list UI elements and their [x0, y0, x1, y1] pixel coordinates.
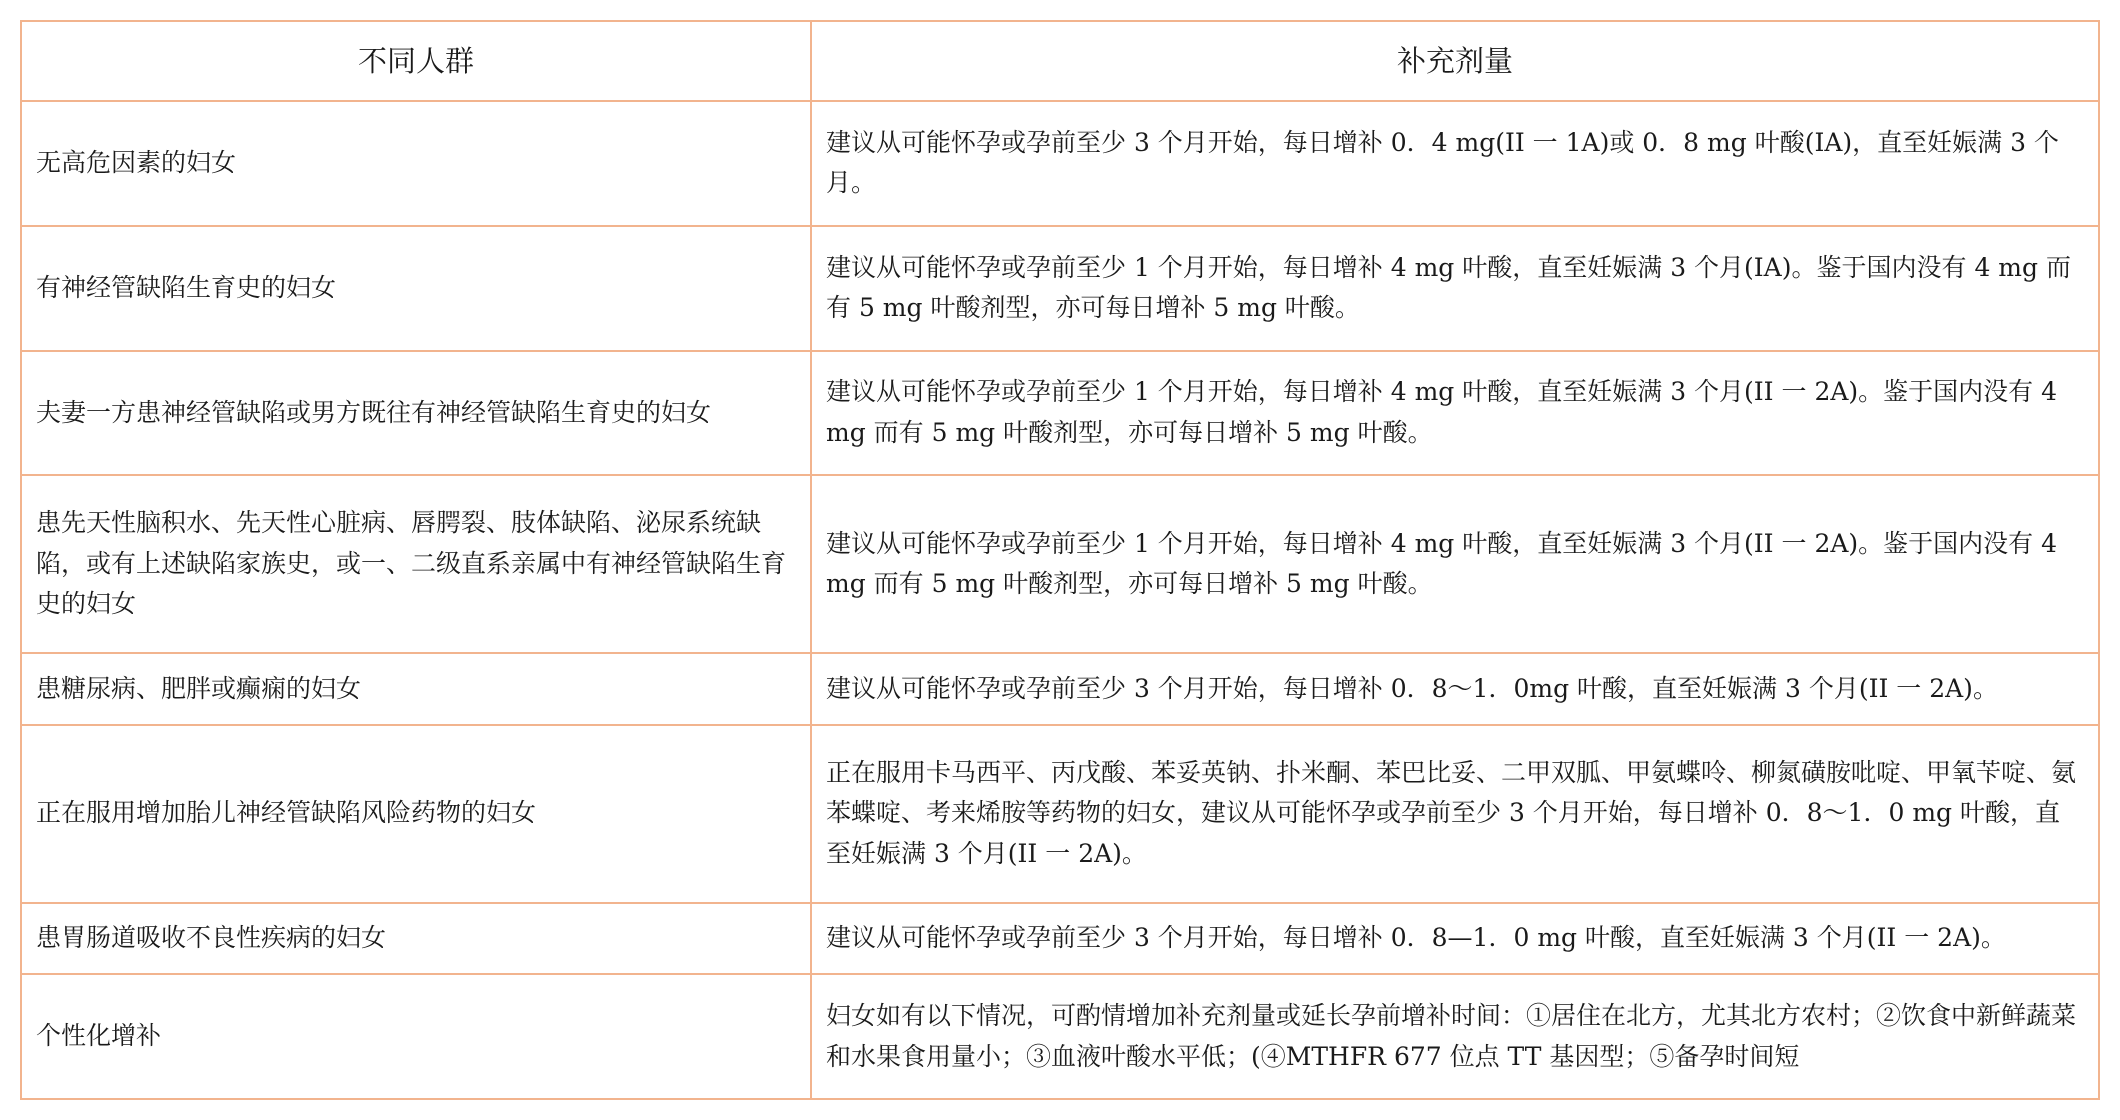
dosage-cell: 建议从可能怀孕或孕前至少 3 个月开始，每日增补 0．8—1．0 mg 叶酸，直至妊娠满 3 个月(II 一 2A)。 — [811, 903, 2099, 975]
population-cell: 患胃肠道吸收不良性疾病的妇女 — [21, 903, 811, 975]
dosage-cell: 建议从可能怀孕或孕前至少 1 个月开始，每日增补 4 mg 叶酸，直至妊娠满 3 个月(II 一 2A)。鉴于国内没有 4 mg 而有 5 mg 叶酸剂型，亦可每日增补 5 mg 叶酸。 — [811, 475, 2099, 653]
dosage-cell: 妇女如有以下情况，可酌情增加补充剂量或延长孕前增补时间：①居住在北方，尤其北方农村；②饮食中新鲜蔬菜和水果食用量小；③血液叶酸水平低；(④MTHFR 677 位点 TT 基因型；⑤备孕时间短 — [811, 974, 2099, 1099]
dosage-cell: 正在服用卡马西平、丙戊酸、苯妥英钠、扑米酮、苯巴比妥、二甲双胍、甲氨蝶呤、柳氮磺胺吡啶、甲氧苄啶、氨苯蝶啶、考来烯胺等药物的妇女，建议从可能怀孕或孕前至少 3 个月开始，每日增补 0．8～1．0 mg 叶酸，直至妊娠满 3 个月(II 一 2A)。 — [811, 725, 2099, 903]
table-row — [21, 475, 2099, 653]
dosage-cell: 建议从可能怀孕或孕前至少 3 个月开始，每日增补 0．4 mg(II 一 1A)或 0．8 mg 叶酸(IA)，直至妊娠满 3 个月。 — [811, 101, 2099, 226]
folic-acid-table-container — [20, 20, 2100, 1100]
dosage-cell: 建议从可能怀孕或孕前至少 1 个月开始，每日增补 4 mg 叶酸，直至妊娠满 3 个月(II 一 2A)。鉴于国内没有 4 mg 而有 5 mg 叶酸剂型，亦可每日增补 5 mg 叶酸。 — [811, 351, 2099, 476]
population-cell: 夫妻一方患神经管缺陷或男方既往有神经管缺陷生育史的妇女 — [21, 351, 811, 476]
folic-acid-dosage-table — [20, 20, 2100, 1100]
dosage-cell: 建议从可能怀孕或孕前至少 3 个月开始，每日增补 0．8～1．0mg 叶酸，直至妊娠满 3 个月(II 一 2A)。 — [811, 653, 2099, 725]
table-row — [21, 903, 2099, 975]
table-row — [21, 653, 2099, 725]
dosage-cell: 建议从可能怀孕或孕前至少 1 个月开始，每日增补 4 mg 叶酸，直至妊娠满 3 个月(IA)。鉴于国内没有 4 mg 而有 5 mg 叶酸剂型，亦可每日增补 5 mg 叶酸。 — [811, 226, 2099, 351]
population-cell: 无高危因素的妇女 — [21, 101, 811, 226]
population-cell: 个性化增补 — [21, 974, 811, 1099]
population-cell: 患先天性脑积水、先天性心脏病、唇腭裂、肢体缺陷、泌尿系统缺陷，或有上述缺陷家族史，或一、二级直系亲属中有神经管缺陷生育史的妇女 — [21, 475, 811, 653]
table-header-row — [21, 21, 2099, 101]
header-dosage: 补充剂量 — [811, 21, 2099, 101]
population-cell: 有神经管缺陷生育史的妇女 — [21, 226, 811, 351]
table-row — [21, 974, 2099, 1099]
population-cell: 患糖尿病、肥胖或癫痫的妇女 — [21, 653, 811, 725]
header-population: 不同人群 — [21, 21, 811, 101]
table-row — [21, 725, 2099, 903]
table-row — [21, 226, 2099, 351]
table-row — [21, 101, 2099, 226]
table-row — [21, 351, 2099, 476]
population-cell: 正在服用增加胎儿神经管缺陷风险药物的妇女 — [21, 725, 811, 903]
